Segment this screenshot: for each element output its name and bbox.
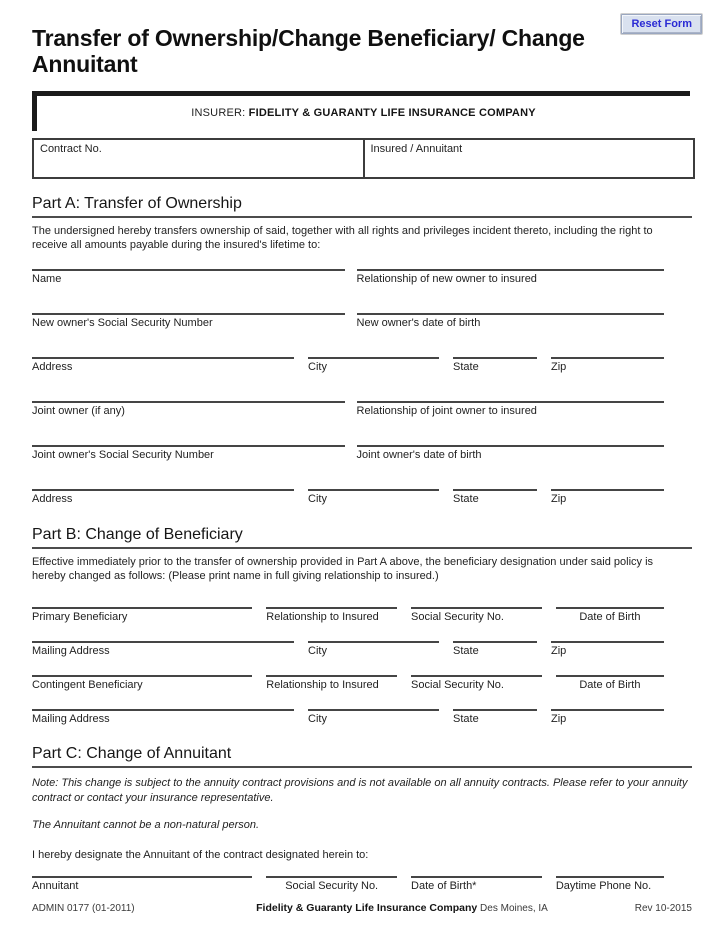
contract-info-table (32, 138, 695, 179)
field-label: Zip (551, 493, 567, 506)
input-new-owner-dob[interactable] (357, 313, 664, 330)
field-label: Relationship to Insured (266, 610, 379, 623)
field-label: City (308, 360, 327, 373)
part-c-statement: I hereby designate the Annuitant of the contract designated herein to: (32, 848, 369, 861)
insurer-label: INSURER: (191, 107, 246, 119)
input-annuitant-phone[interactable] (556, 876, 664, 893)
input-joint-owner-dob[interactable] (357, 445, 664, 462)
contract-no-cell[interactable] (34, 140, 365, 177)
input-joint-owner-address[interactable] (32, 489, 294, 506)
insurer-text (191, 107, 536, 119)
field-label: Joint owner's Social Security Number (32, 449, 214, 462)
field-label: Relationship to Insured (266, 679, 379, 692)
form-footer (32, 902, 692, 914)
contract-no-label: Contract No. (40, 142, 102, 155)
field-label: Mailing Address (32, 713, 110, 726)
field-label: Date of Birth (579, 610, 641, 623)
field-label: Zip (551, 644, 567, 657)
form-row (32, 445, 664, 462)
field-label: Zip (551, 360, 567, 373)
form-number: ADMIN 0177 (01-2011) (32, 902, 135, 914)
field-label: State (453, 644, 479, 657)
form-row (32, 489, 664, 506)
form-row (32, 876, 664, 893)
field-label: Primary Beneficiary (32, 610, 128, 623)
input-relationship-joint-owner[interactable] (357, 401, 664, 418)
form-row (32, 401, 664, 418)
input-joint-owner-zip[interactable] (551, 489, 664, 506)
input-annuitant-dob[interactable] (411, 876, 542, 893)
footer-company-name: Fidelity & Guaranty Life Insurance Company (256, 901, 478, 914)
field-label: Address (32, 360, 73, 373)
part-b-intro: Effective immediately prior to the transfer of ownership provided in Part A above, the beneficiary designation under said policy is hereby changed as follows: (Please print name in full giving relationship to insured.) (32, 555, 654, 583)
form-row (32, 709, 664, 726)
field-label: New owner's Social Security Number (32, 316, 213, 329)
input-contingent-zip[interactable] (551, 709, 664, 726)
part-c-note-2: The Annuitant cannot be a non-natural person. (32, 819, 260, 832)
input-primary-zip[interactable] (551, 641, 664, 658)
insurer-company-name: FIDELITY & GUARANTY LIFE INSURANCE COMPANY (248, 107, 536, 119)
field-label: Contingent Beneficiary (32, 679, 143, 692)
form-row (32, 269, 664, 286)
input-contingent-state[interactable] (453, 709, 537, 726)
footer-location: Des Moines, IA (480, 902, 548, 914)
form-row (32, 357, 664, 374)
input-new-owner-state[interactable] (453, 357, 537, 374)
insured-annuitant-cell[interactable] (365, 140, 694, 177)
input-joint-owner[interactable] (32, 401, 345, 418)
part-a-fields (32, 269, 664, 507)
part-a-heading: Part A: Transfer of Ownership (32, 195, 692, 218)
input-new-owner-name[interactable] (32, 269, 345, 286)
part-b-fields (32, 607, 664, 727)
field-label: City (308, 644, 327, 657)
field-label: Date of Birth* (411, 879, 477, 892)
field-label: State (453, 713, 479, 726)
field-label: Address (32, 493, 73, 506)
input-contingent-relationship[interactable] (266, 675, 397, 692)
input-contingent-city[interactable] (308, 709, 439, 726)
field-label: State (453, 360, 479, 373)
field-label: City (308, 713, 327, 726)
field-label: Social Security No. (411, 679, 504, 692)
field-label: State (453, 493, 479, 506)
field-label: Daytime Phone No. (555, 879, 652, 892)
input-primary-relationship[interactable] (266, 607, 397, 624)
field-label: Joint owner (if any) (32, 405, 125, 418)
input-contingent-ssn[interactable] (411, 675, 542, 692)
part-c-note: Note: This change is subject to the annuity contract provisions and is not available on all annuity contracts. Please refer to your annuity contract or contact your insurance representative. (32, 777, 688, 804)
input-primary-state[interactable] (453, 641, 537, 658)
field-label: Date of Birth (579, 679, 641, 692)
input-new-owner-zip[interactable] (551, 357, 664, 374)
footer-revision: Rev 10-2015 (634, 902, 692, 914)
input-contingent-mailing-address[interactable] (32, 709, 294, 726)
form-row (32, 641, 664, 658)
part-a-intro: The undersigned hereby transfers ownership of said, together with all rights and privileges incident thereto, including the right to receive all amounts payable during the insured's lifetime to: (32, 224, 653, 252)
input-joint-owner-ssn[interactable] (32, 445, 345, 462)
field-label: Zip (551, 713, 567, 726)
input-primary-ssn[interactable] (411, 607, 542, 624)
part-c-heading: Part C: Change of Annuitant (32, 745, 692, 768)
field-label: Name (32, 272, 62, 285)
field-label: City (308, 493, 327, 506)
input-joint-owner-city[interactable] (308, 489, 439, 506)
insured-annuitant-label: Insured / Annuitant (370, 142, 463, 155)
input-primary-beneficiary[interactable] (32, 607, 252, 624)
field-label: Relationship of joint owner to insured (356, 405, 537, 418)
input-annuitant-ssn[interactable] (266, 876, 397, 893)
input-contingent-beneficiary[interactable] (32, 675, 252, 692)
reset-form-button[interactable]: Reset Form (621, 14, 702, 34)
field-label: Mailing Address (32, 644, 110, 657)
input-new-owner-ssn[interactable] (32, 313, 345, 330)
field-label: New owner's date of birth (356, 316, 481, 329)
field-label: Relationship of new owner to insured (356, 272, 537, 285)
part-b-heading: Part B: Change of Beneficiary (32, 526, 692, 549)
input-contingent-dob[interactable] (556, 675, 664, 692)
field-label: Social Security No. (285, 879, 379, 892)
input-new-owner-address[interactable] (32, 357, 294, 374)
input-primary-city[interactable] (308, 641, 439, 658)
input-primary-mailing-address[interactable] (32, 641, 294, 658)
footer-company (202, 902, 602, 914)
input-new-owner-city[interactable] (308, 357, 439, 374)
page-title: Transfer of Ownership/Change Beneficiary/ Change Annuitant (32, 25, 585, 77)
input-annuitant[interactable] (32, 876, 252, 893)
field-label: Joint owner's date of birth (356, 449, 482, 462)
input-primary-dob[interactable] (556, 607, 664, 624)
field-label: Annuitant (32, 879, 79, 892)
form-row (32, 675, 664, 692)
insurer-banner (32, 91, 690, 131)
form-row (32, 313, 664, 330)
field-label: Social Security No. (411, 610, 504, 623)
input-joint-owner-state[interactable] (453, 489, 537, 506)
input-relationship-new-owner[interactable] (357, 269, 664, 286)
part-c-fields (32, 876, 664, 893)
form-row (32, 607, 664, 624)
